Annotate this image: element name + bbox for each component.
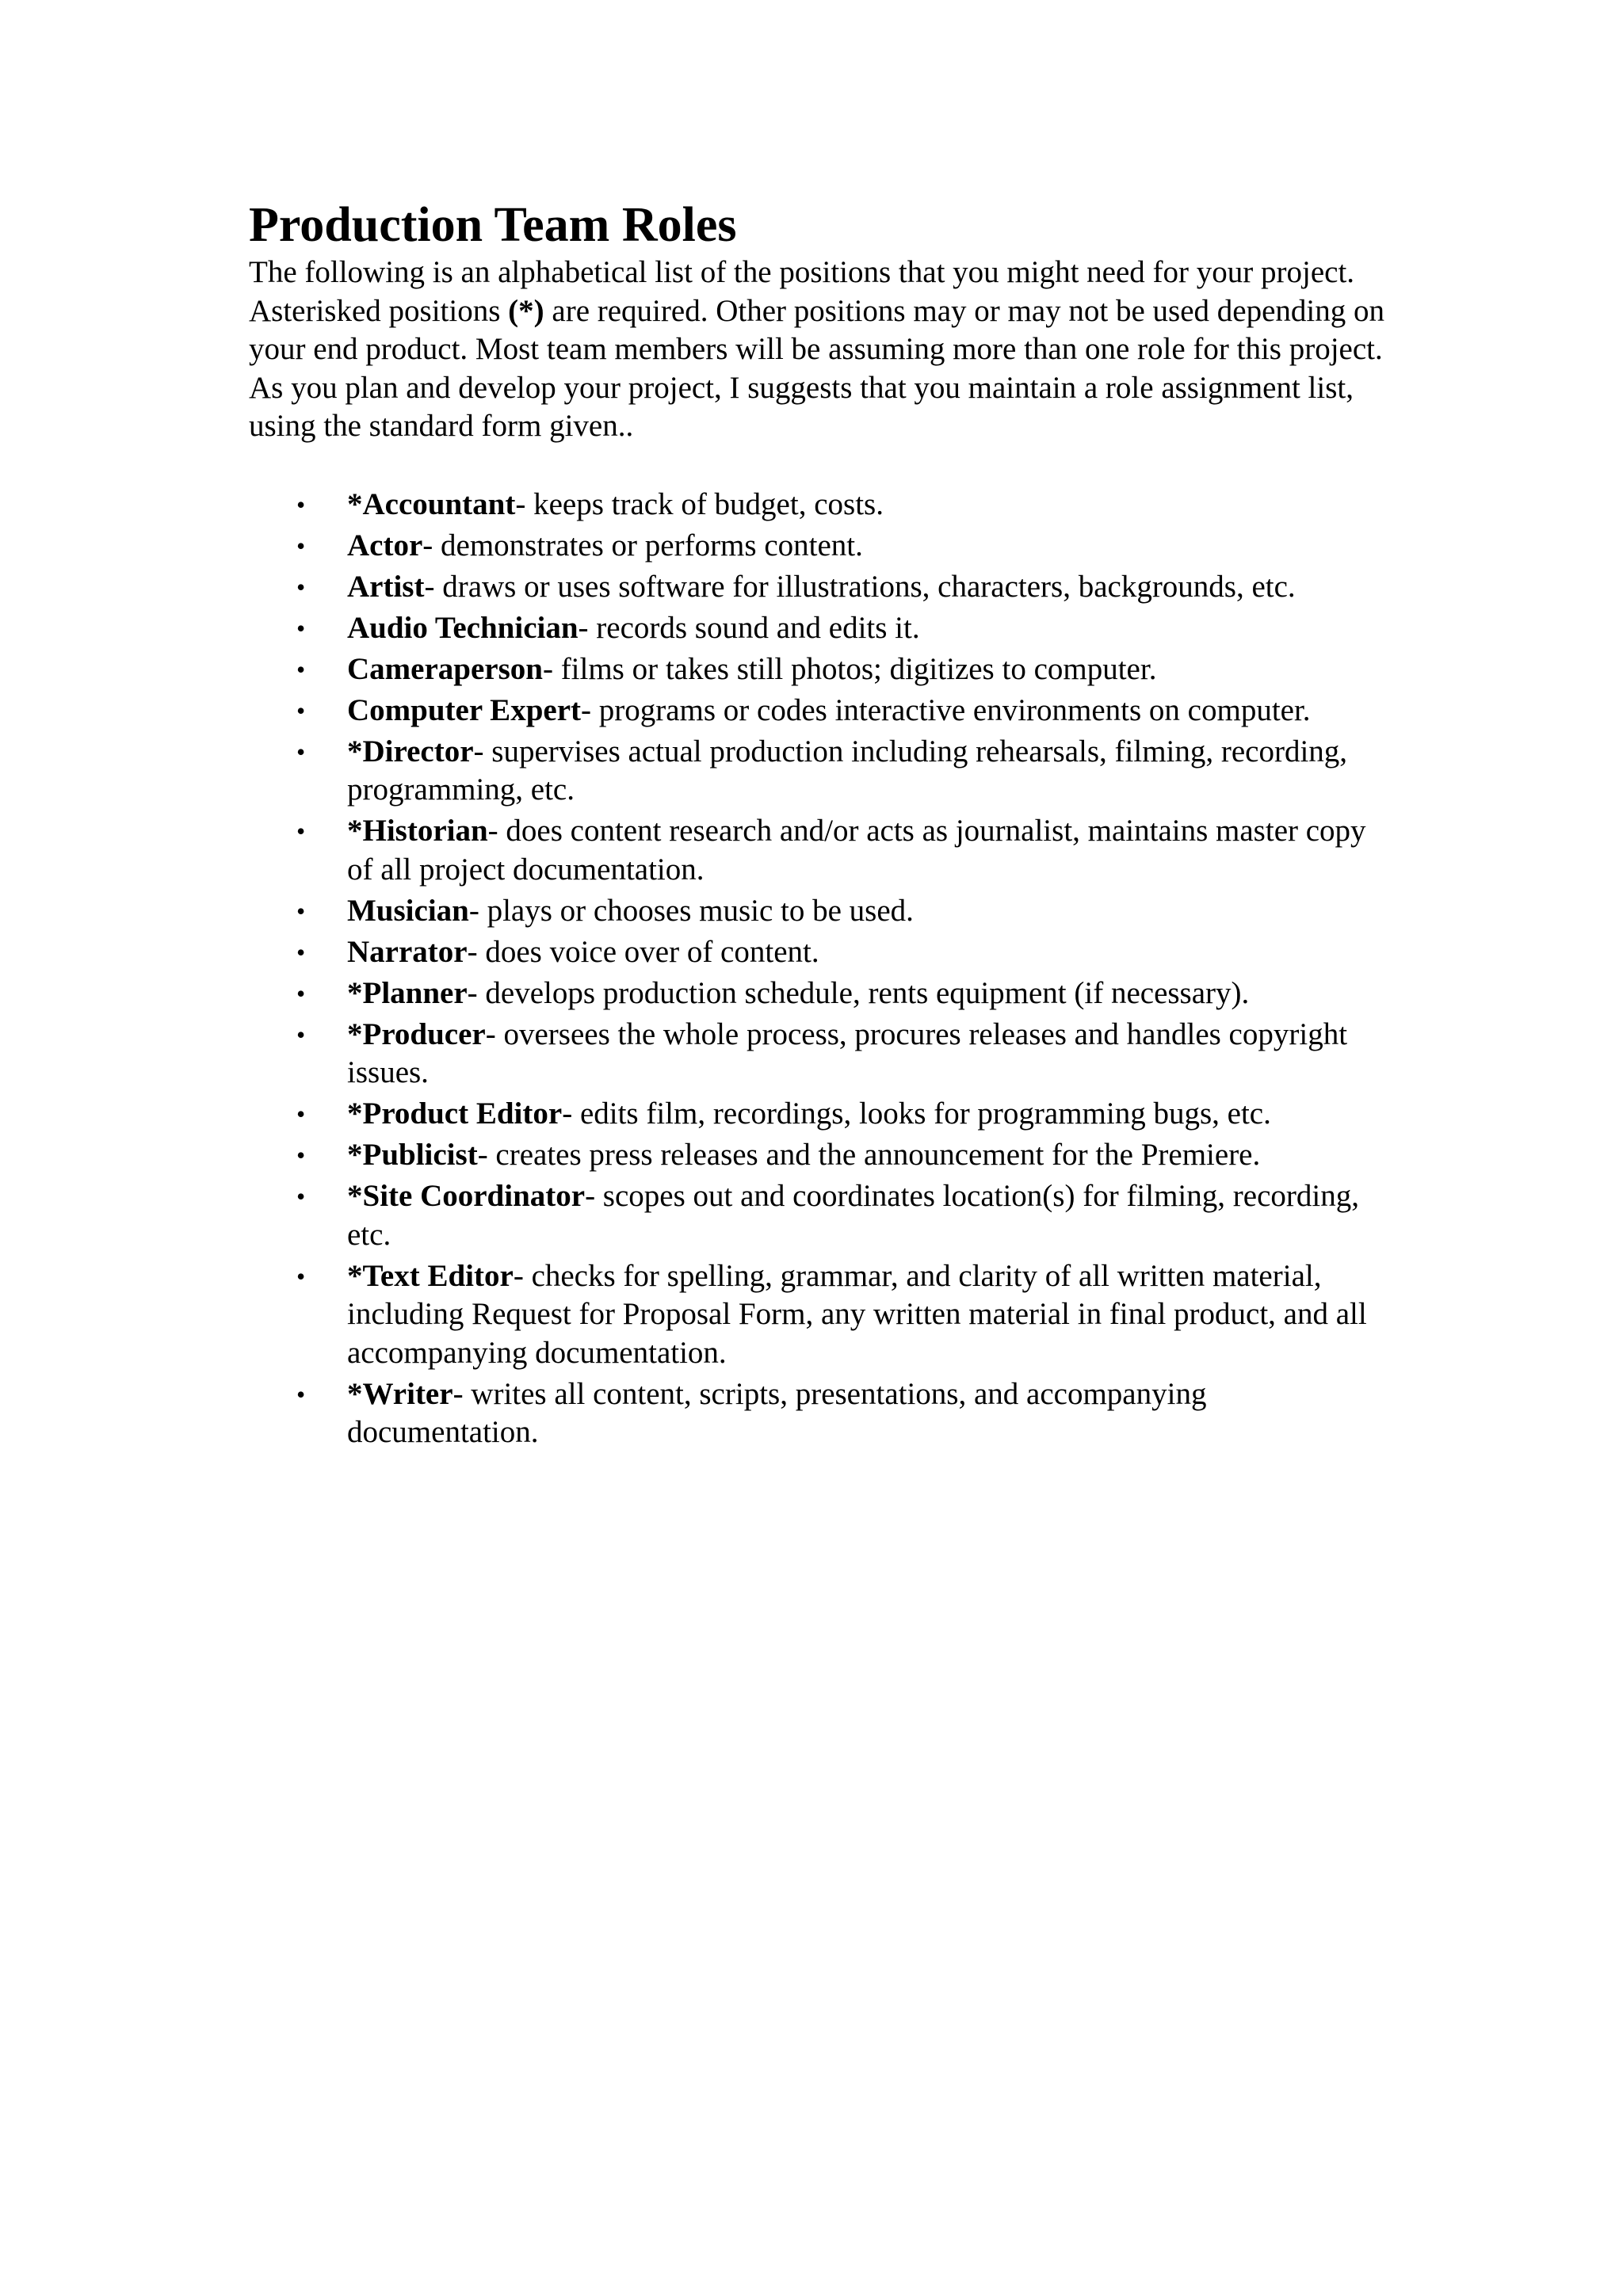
role-description: - does content research and/or acts as journalist, maintains master copy of all project documentation.	[347, 814, 1366, 887]
list-item	[249, 1136, 1390, 1175]
role-name: Narrator	[347, 934, 468, 969]
list-item	[249, 486, 1390, 524]
bullet-icon: •	[296, 896, 306, 925]
list-item	[249, 527, 1390, 566]
role-description: - demonstrates or performs content.	[422, 528, 863, 563]
role-name: *Site Coordinator	[347, 1179, 586, 1213]
role-description: - checks for spelling, grammar, and clarity of all written material, including Request for Proposal Form, any written material in final product, and all accompanying documentation.	[347, 1258, 1367, 1370]
bullet-icon: •	[296, 1182, 306, 1211]
role-name: *Planner	[347, 975, 468, 1010]
bullet-icon: •	[296, 937, 306, 967]
role-name: *Publicist	[347, 1138, 478, 1172]
bullet-icon: •	[296, 817, 306, 845]
intro-text-part1: The following is an alphabetical list of the positions that you might need for your project. Asterisked positions	[249, 255, 1355, 328]
bullet-icon: •	[296, 1141, 306, 1169]
role-name: Actor	[347, 528, 423, 563]
role-name: *Product Editor	[347, 1097, 563, 1131]
list-item	[249, 1257, 1390, 1373]
role-description: - programs or codes interactive environments on computer.	[581, 692, 1311, 727]
role-name: *Accountant	[347, 486, 516, 521]
required-marker: (*)	[508, 293, 544, 328]
list-item	[249, 609, 1390, 648]
list-item	[249, 1177, 1390, 1254]
role-description: - creates press releases and the announcement for the Premiere.	[477, 1138, 1261, 1172]
bullet-icon: •	[296, 1261, 306, 1291]
bullet-icon: •	[296, 1020, 306, 1049]
role-name: *Historian	[347, 814, 488, 848]
list-item	[249, 568, 1390, 607]
role-name: *Text Editor	[347, 1258, 514, 1293]
bullet-icon: •	[296, 531, 306, 560]
bullet-icon: •	[296, 696, 306, 725]
bullet-icon: •	[296, 737, 306, 766]
list-item	[249, 1095, 1390, 1134]
role-description: - films or takes still photos; digitizes to computer.	[542, 651, 1157, 686]
list-item	[249, 974, 1390, 1013]
bullet-icon: •	[296, 490, 306, 519]
list-item	[249, 1016, 1390, 1093]
page-title: Production Team Roles	[249, 198, 737, 252]
role-description: - writes all content, scripts, presentations, and accompanying documentation.	[347, 1376, 1207, 1449]
role-description: - develops production schedule, rents equipment (if necessary).	[467, 975, 1250, 1010]
role-description: - oversees the whole process, procures releases and handles copyright issues.	[347, 1016, 1348, 1089]
bullet-icon: •	[296, 1100, 306, 1128]
role-name: *Writer	[347, 1376, 453, 1411]
role-description: - plays or chooses music to be used.	[468, 893, 914, 928]
intro-paragraph	[249, 254, 1390, 446]
intro-text-part2: are required. Other positions may or may not be used depending on your end product. Most team members will be assuming more than one role for this project. As you plan and develop your project, I suggests that you maintain a role assignment list, using the standard form given..	[249, 293, 1384, 443]
bullet-icon: •	[296, 572, 306, 601]
role-name: Cameraperson	[347, 651, 543, 686]
role-description: - keeps track of budget, costs.	[515, 486, 884, 521]
list-item	[249, 933, 1390, 972]
document-page	[249, 196, 1390, 1455]
role-description: - edits film, recordings, looks for programming bugs, etc.	[562, 1097, 1271, 1131]
role-name: *Director	[347, 734, 474, 769]
role-name: Audio Technician	[347, 610, 579, 645]
role-name: Computer Expert	[347, 692, 581, 727]
list-item	[249, 892, 1390, 931]
bullet-icon: •	[296, 613, 306, 643]
list-item	[249, 1375, 1390, 1452]
role-description: - draws or uses software for illustrations, characters, backgrounds, etc.	[424, 569, 1296, 604]
role-name: *Producer	[347, 1016, 486, 1051]
role-description: - scopes out and coordinates location(s) for filming, recording, etc.	[347, 1179, 1359, 1252]
roles-list	[249, 486, 1390, 1452]
role-name: Artist	[347, 569, 425, 604]
role-description: - does voice over of content.	[467, 934, 819, 969]
list-item	[249, 692, 1390, 730]
list-item	[249, 733, 1390, 810]
bullet-icon: •	[296, 978, 306, 1008]
list-item	[249, 812, 1390, 889]
role-description: - supervises actual production including rehearsals, filming, recording, programming, etc.	[347, 734, 1348, 807]
bullet-icon: •	[296, 654, 306, 684]
list-item	[249, 650, 1390, 689]
bullet-icon: •	[296, 1379, 306, 1409]
role-name: Musician	[347, 893, 469, 928]
role-description: - records sound and edits it.	[578, 610, 920, 645]
